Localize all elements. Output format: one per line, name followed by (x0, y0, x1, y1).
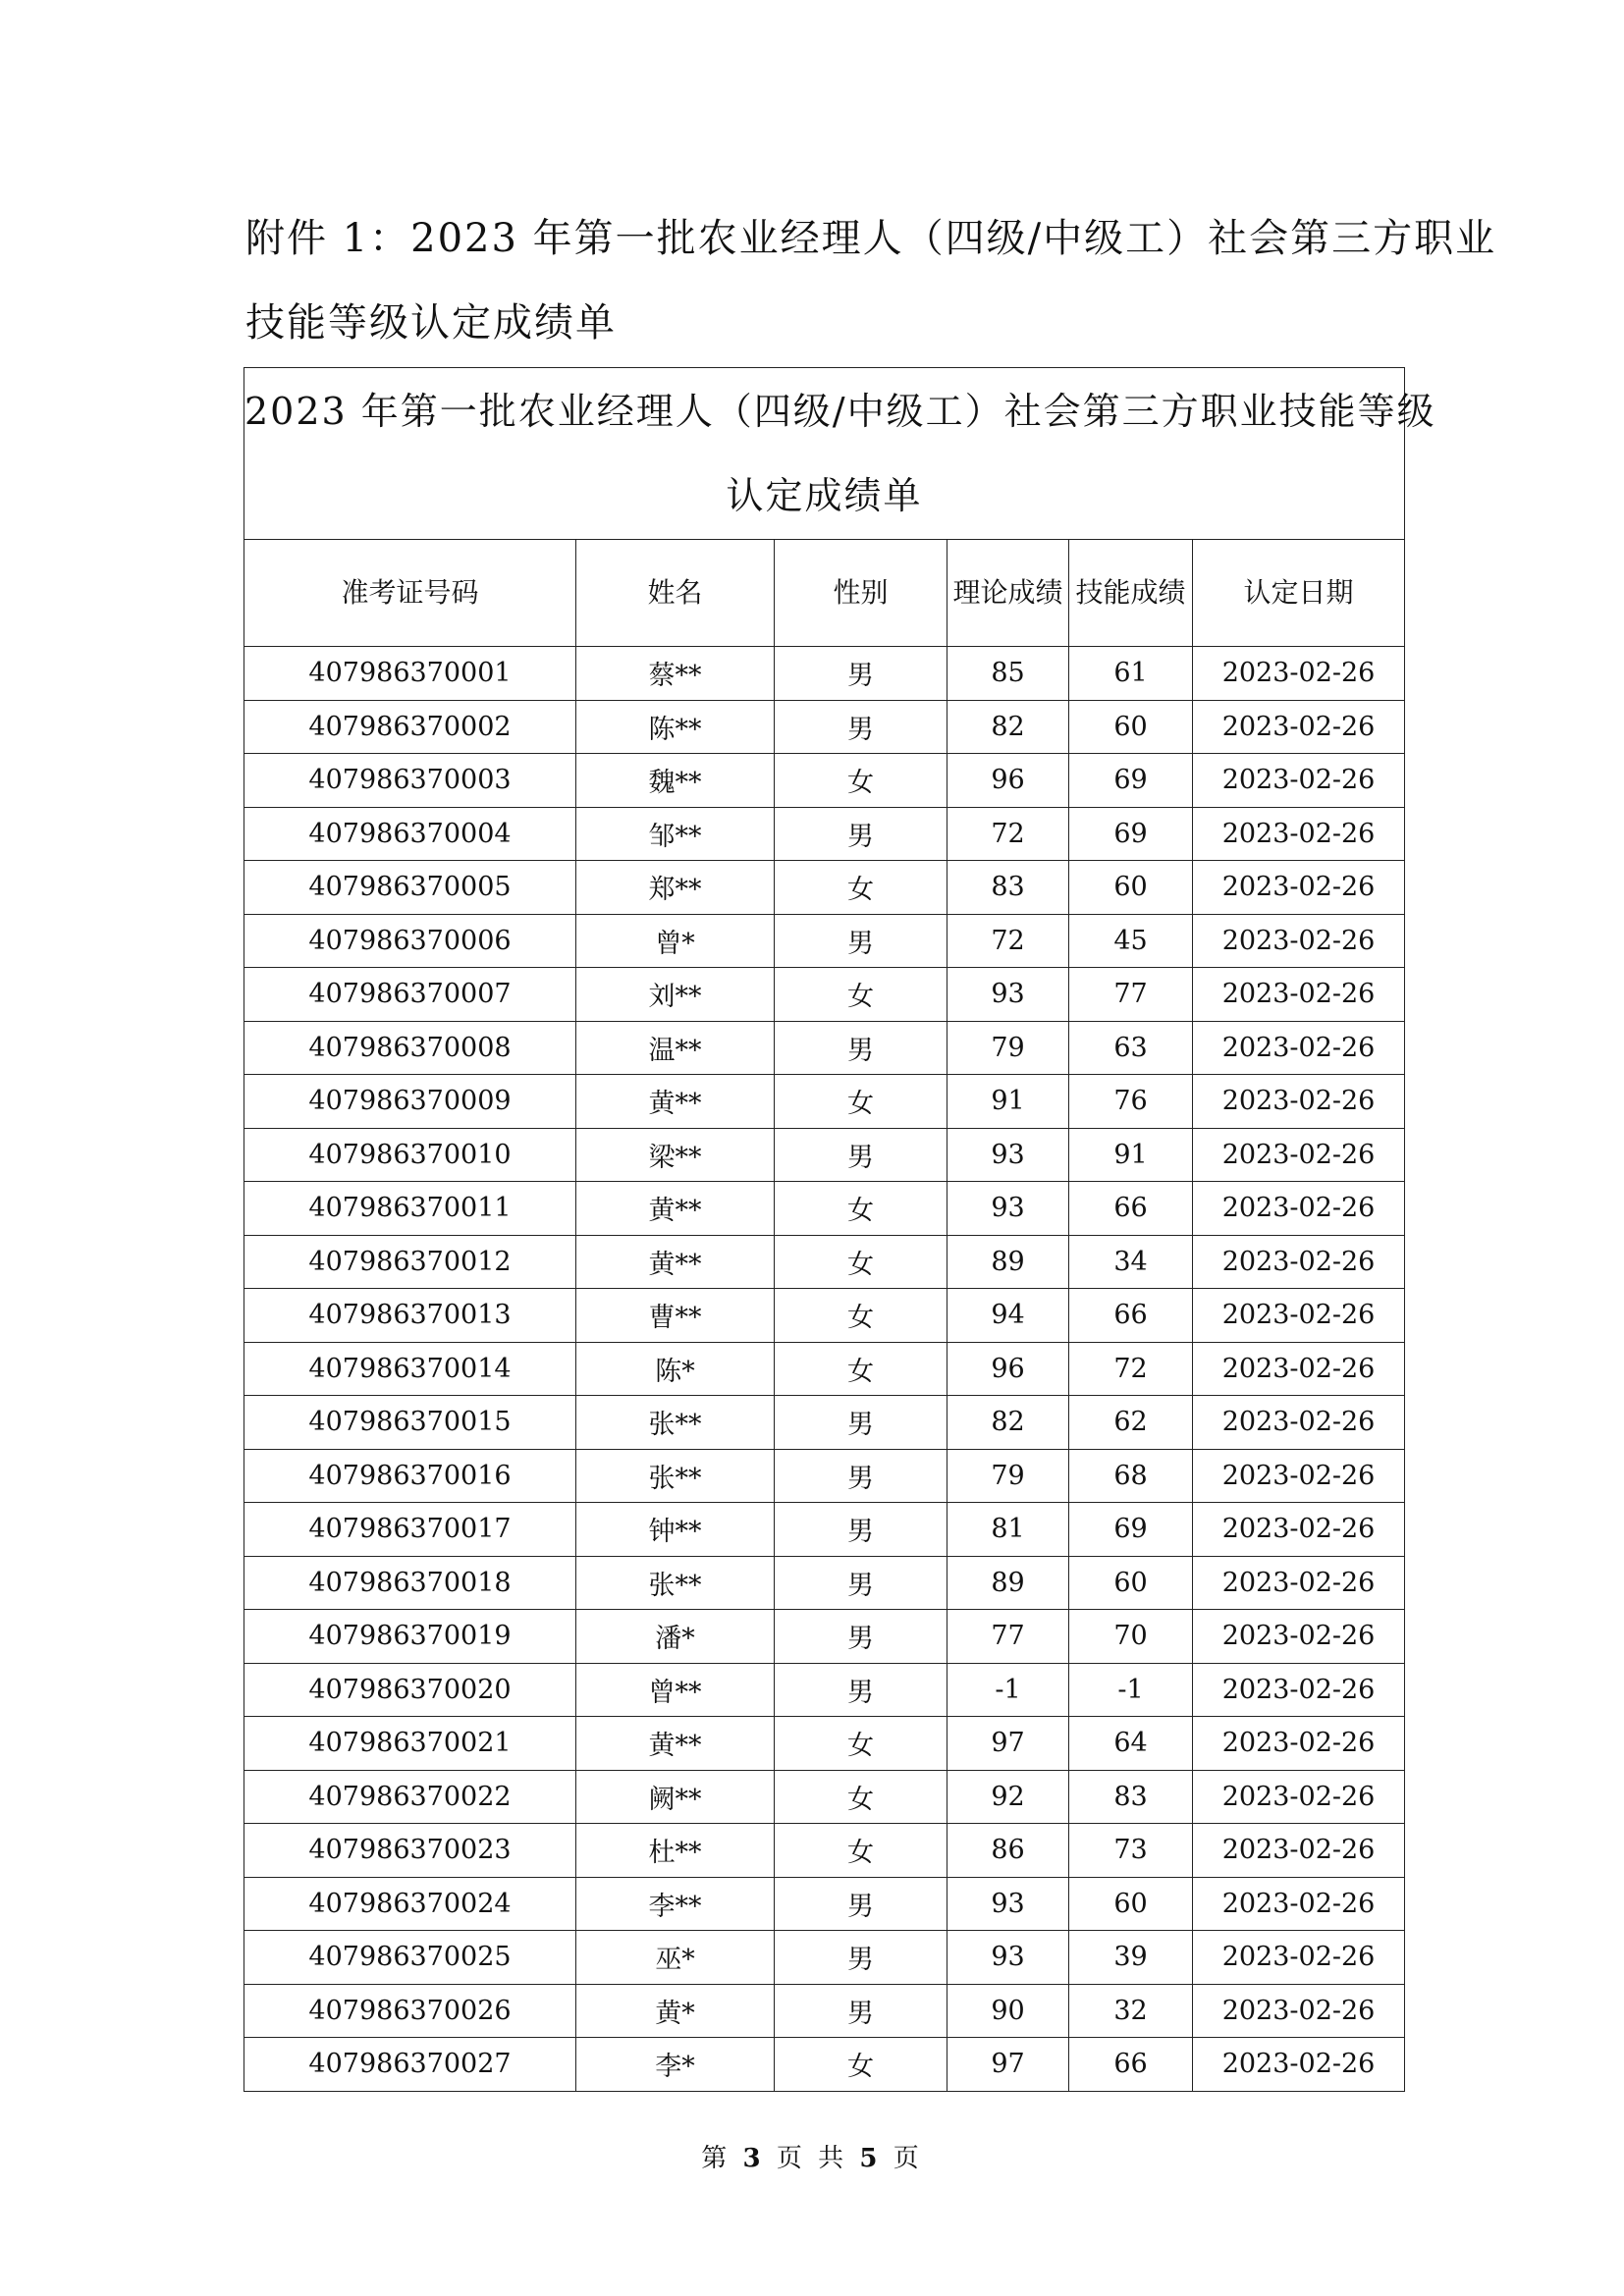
table-title (244, 368, 1436, 540)
cell-name: 陈* (576, 1342, 775, 1396)
cell-skill: 39 (1069, 1931, 1193, 1985)
cell-name: 杜** (576, 1824, 775, 1878)
cell-id: 407986370005 (244, 861, 576, 915)
cell-name: 阙** (576, 1770, 775, 1824)
cell-name: 钟** (576, 1503, 775, 1557)
cell-id: 407986370025 (244, 1931, 576, 1985)
cell-gender: 男 (775, 1610, 947, 1664)
cell-skill: 73 (1069, 1824, 1193, 1878)
cell-id: 407986370011 (244, 1182, 576, 1236)
cell-gender: 男 (775, 1449, 947, 1503)
cell-gender: 女 (775, 968, 947, 1022)
table-row (244, 968, 1405, 1022)
cell-theory: 90 (947, 1984, 1069, 2038)
cell-name: 黄** (576, 1182, 775, 1236)
cell-skill: 34 (1069, 1235, 1193, 1289)
cell-gender: 女 (775, 754, 947, 808)
cell-gender: 女 (775, 1717, 947, 1771)
cell-id: 407986370010 (244, 1128, 576, 1182)
cell-theory: 86 (947, 1824, 1069, 1878)
cell-skill: 60 (1069, 700, 1193, 754)
table-row (244, 1717, 1405, 1771)
cell-skill: 64 (1069, 1717, 1193, 1771)
cell-name: 巫* (576, 1931, 775, 1985)
cell-gender: 男 (775, 807, 947, 861)
cell-skill: 66 (1069, 2038, 1193, 2092)
cell-gender: 男 (775, 1021, 947, 1075)
cell-name: 张** (576, 1396, 775, 1450)
cell-date: 2023-02-26 (1193, 914, 1405, 968)
table-row (244, 914, 1405, 968)
cell-theory: 91 (947, 1075, 1069, 1129)
table-body (244, 647, 1405, 2092)
cell-gender: 男 (775, 1663, 947, 1717)
cell-id: 407986370004 (244, 807, 576, 861)
table-row (244, 1610, 1405, 1664)
cell-id: 407986370003 (244, 754, 576, 808)
cell-id: 407986370009 (244, 1075, 576, 1129)
cell-date: 2023-02-26 (1193, 1931, 1405, 1985)
cell-name: 曾* (576, 914, 775, 968)
cell-theory: 72 (947, 914, 1069, 968)
cell-skill: 69 (1069, 754, 1193, 808)
cell-date: 2023-02-26 (1193, 968, 1405, 1022)
cell-name: 黄* (576, 1984, 775, 2038)
cell-date: 2023-02-26 (1193, 2038, 1405, 2092)
cell-skill: -1 (1069, 1663, 1193, 1717)
cell-skill: 62 (1069, 1396, 1193, 1450)
cell-date: 2023-02-26 (1193, 1663, 1405, 1717)
footer-mid: 页 共 (776, 2144, 848, 2173)
cell-skill: 76 (1069, 1075, 1193, 1129)
cell-theory: 79 (947, 1021, 1069, 1075)
cell-theory: 93 (947, 1128, 1069, 1182)
cell-skill: 63 (1069, 1021, 1193, 1075)
cell-id: 407986370017 (244, 1503, 576, 1557)
cell-id: 407986370026 (244, 1984, 576, 2038)
cell-name: 张** (576, 1556, 775, 1610)
cell-theory: 96 (947, 1342, 1069, 1396)
cell-id: 407986370015 (244, 1396, 576, 1450)
cell-gender: 男 (775, 1931, 947, 1985)
table-row (244, 1342, 1405, 1396)
table-row (244, 754, 1405, 808)
header-skill: 技能成绩 (1069, 540, 1193, 647)
cell-id: 407986370013 (244, 1289, 576, 1343)
cell-name: 李* (576, 2038, 775, 2092)
table-row (244, 1877, 1405, 1931)
table-title-row (244, 368, 1405, 540)
cell-id: 407986370019 (244, 1610, 576, 1664)
cell-theory: 89 (947, 1556, 1069, 1610)
cell-skill: 68 (1069, 1449, 1193, 1503)
cell-id: 407986370016 (244, 1449, 576, 1503)
cell-theory: 94 (947, 1289, 1069, 1343)
cell-skill: 83 (1069, 1770, 1193, 1824)
table-row (244, 1289, 1405, 1343)
cell-theory: 97 (947, 2038, 1069, 2092)
cell-skill: 61 (1069, 647, 1193, 701)
document-heading-line1: 附件 1：2023 年第一批农业经理人（四级/中级工）社会第三方职业 (245, 216, 1497, 261)
table-row (244, 1182, 1405, 1236)
cell-id: 407986370018 (244, 1556, 576, 1610)
cell-date: 2023-02-26 (1193, 1503, 1405, 1557)
cell-gender: 男 (775, 1128, 947, 1182)
footer-suffix: 页 (893, 2144, 923, 2173)
cell-id: 407986370012 (244, 1235, 576, 1289)
cell-date: 2023-02-26 (1193, 754, 1405, 808)
cell-theory: 85 (947, 647, 1069, 701)
table-header-row (244, 540, 1405, 647)
header-date: 认定日期 (1193, 540, 1405, 647)
cell-date: 2023-02-26 (1193, 647, 1405, 701)
cell-date: 2023-02-26 (1193, 807, 1405, 861)
cell-theory: 82 (947, 700, 1069, 754)
cell-gender: 男 (775, 1396, 947, 1450)
cell-skill: 60 (1069, 1877, 1193, 1931)
document-heading (245, 196, 1497, 365)
cell-gender: 男 (775, 647, 947, 701)
cell-id: 407986370023 (244, 1824, 576, 1878)
table-row (244, 2038, 1405, 2092)
cell-skill: 66 (1069, 1182, 1193, 1236)
footer-total-pages: 5 (859, 2144, 882, 2173)
cell-gender: 男 (775, 1877, 947, 1931)
footer-current-page: 3 (742, 2144, 765, 2173)
cell-gender: 女 (775, 1824, 947, 1878)
table-row (244, 1235, 1405, 1289)
cell-date: 2023-02-26 (1193, 1021, 1405, 1075)
cell-gender: 女 (775, 1075, 947, 1129)
cell-theory: 89 (947, 1235, 1069, 1289)
cell-date: 2023-02-26 (1193, 1396, 1405, 1450)
cell-name: 蔡** (576, 647, 775, 701)
cell-skill: 45 (1069, 914, 1193, 968)
table-row (244, 1396, 1405, 1450)
cell-theory: -1 (947, 1663, 1069, 1717)
cell-theory: 82 (947, 1396, 1069, 1450)
cell-gender: 女 (775, 1342, 947, 1396)
table-row (244, 1075, 1405, 1129)
table-row (244, 1449, 1405, 1503)
table-row (244, 1824, 1405, 1878)
cell-skill: 70 (1069, 1610, 1193, 1664)
cell-date: 2023-02-26 (1193, 1075, 1405, 1129)
cell-theory: 93 (947, 968, 1069, 1022)
header-name: 姓名 (576, 540, 775, 647)
header-gender: 性别 (775, 540, 947, 647)
cell-theory: 72 (947, 807, 1069, 861)
cell-date: 2023-02-26 (1193, 1770, 1405, 1824)
cell-id: 407986370024 (244, 1877, 576, 1931)
cell-theory: 96 (947, 754, 1069, 808)
cell-name: 邹** (576, 807, 775, 861)
cell-gender: 男 (775, 1556, 947, 1610)
table-row (244, 1984, 1405, 2038)
table-row (244, 861, 1405, 915)
table-row (244, 700, 1405, 754)
cell-skill: 77 (1069, 968, 1193, 1022)
cell-theory: 93 (947, 1182, 1069, 1236)
cell-theory: 93 (947, 1931, 1069, 1985)
cell-theory: 79 (947, 1449, 1069, 1503)
table-title-line1: 2023 年第一批农业经理人（四级/中级工）社会第三方职业技能等级 (244, 390, 1436, 433)
cell-name: 李** (576, 1877, 775, 1931)
cell-gender: 女 (775, 1182, 947, 1236)
cell-date: 2023-02-26 (1193, 700, 1405, 754)
cell-id: 407986370014 (244, 1342, 576, 1396)
score-table-container (244, 367, 1436, 2092)
cell-skill: 66 (1069, 1289, 1193, 1343)
table-row (244, 1021, 1405, 1075)
cell-name: 黄** (576, 1235, 775, 1289)
cell-name: 梁** (576, 1128, 775, 1182)
cell-gender: 女 (775, 1235, 947, 1289)
cell-gender: 男 (775, 914, 947, 968)
table-row (244, 1556, 1405, 1610)
cell-date: 2023-02-26 (1193, 1128, 1405, 1182)
cell-skill: 72 (1069, 1342, 1193, 1396)
cell-id: 407986370020 (244, 1663, 576, 1717)
table-row (244, 1128, 1405, 1182)
score-table (244, 367, 1436, 2092)
cell-theory: 83 (947, 861, 1069, 915)
cell-name: 陈** (576, 700, 775, 754)
cell-gender: 男 (775, 700, 947, 754)
table-row (244, 1503, 1405, 1557)
cell-gender: 男 (775, 1503, 947, 1557)
cell-gender: 女 (775, 1289, 947, 1343)
cell-id: 407986370006 (244, 914, 576, 968)
cell-date: 2023-02-26 (1193, 1717, 1405, 1771)
cell-theory: 93 (947, 1877, 1069, 1931)
cell-name: 郑** (576, 861, 775, 915)
cell-name: 刘** (576, 968, 775, 1022)
document-heading-line2: 技能等级认定成绩单 (245, 300, 617, 346)
page-footer (0, 2138, 1624, 2174)
cell-skill: 69 (1069, 1503, 1193, 1557)
cell-date: 2023-02-26 (1193, 1877, 1405, 1931)
table-row (244, 1770, 1405, 1824)
table-title-line2: 认定成绩单 (726, 474, 923, 517)
cell-date: 2023-02-26 (1193, 1235, 1405, 1289)
cell-gender: 女 (775, 861, 947, 915)
cell-theory: 97 (947, 1717, 1069, 1771)
cell-date: 2023-02-26 (1193, 1610, 1405, 1664)
cell-skill: 69 (1069, 807, 1193, 861)
cell-name: 曹** (576, 1289, 775, 1343)
cell-name: 黄** (576, 1075, 775, 1129)
cell-id: 407986370001 (244, 647, 576, 701)
cell-id: 407986370027 (244, 2038, 576, 2092)
cell-name: 黄** (576, 1717, 775, 1771)
cell-date: 2023-02-26 (1193, 1182, 1405, 1236)
cell-gender: 女 (775, 1770, 947, 1824)
header-id: 准考证号码 (244, 540, 576, 647)
cell-skill: 60 (1069, 861, 1193, 915)
cell-id: 407986370008 (244, 1021, 576, 1075)
cell-name: 魏** (576, 754, 775, 808)
cell-id: 407986370022 (244, 1770, 576, 1824)
header-theory: 理论成绩 (947, 540, 1069, 647)
cell-skill: 60 (1069, 1556, 1193, 1610)
cell-name: 温** (576, 1021, 775, 1075)
cell-date: 2023-02-26 (1193, 1449, 1405, 1503)
table-row (244, 807, 1405, 861)
cell-skill: 91 (1069, 1128, 1193, 1182)
cell-id: 407986370007 (244, 968, 576, 1022)
cell-date: 2023-02-26 (1193, 1984, 1405, 2038)
cell-theory: 92 (947, 1770, 1069, 1824)
cell-gender: 男 (775, 1984, 947, 2038)
table-row (244, 647, 1405, 701)
cell-id: 407986370002 (244, 700, 576, 754)
cell-theory: 77 (947, 1610, 1069, 1664)
cell-gender: 女 (775, 2038, 947, 2092)
cell-name: 曾** (576, 1663, 775, 1717)
footer-prefix: 第 (701, 2144, 731, 2173)
table-row (244, 1931, 1405, 1985)
cell-skill: 32 (1069, 1984, 1193, 2038)
cell-id: 407986370021 (244, 1717, 576, 1771)
cell-name: 潘* (576, 1610, 775, 1664)
cell-date: 2023-02-26 (1193, 1289, 1405, 1343)
cell-date: 2023-02-26 (1193, 1824, 1405, 1878)
table-row (244, 1663, 1405, 1717)
cell-theory: 81 (947, 1503, 1069, 1557)
cell-date: 2023-02-26 (1193, 1342, 1405, 1396)
cell-date: 2023-02-26 (1193, 861, 1405, 915)
cell-date: 2023-02-26 (1193, 1556, 1405, 1610)
cell-name: 张** (576, 1449, 775, 1503)
